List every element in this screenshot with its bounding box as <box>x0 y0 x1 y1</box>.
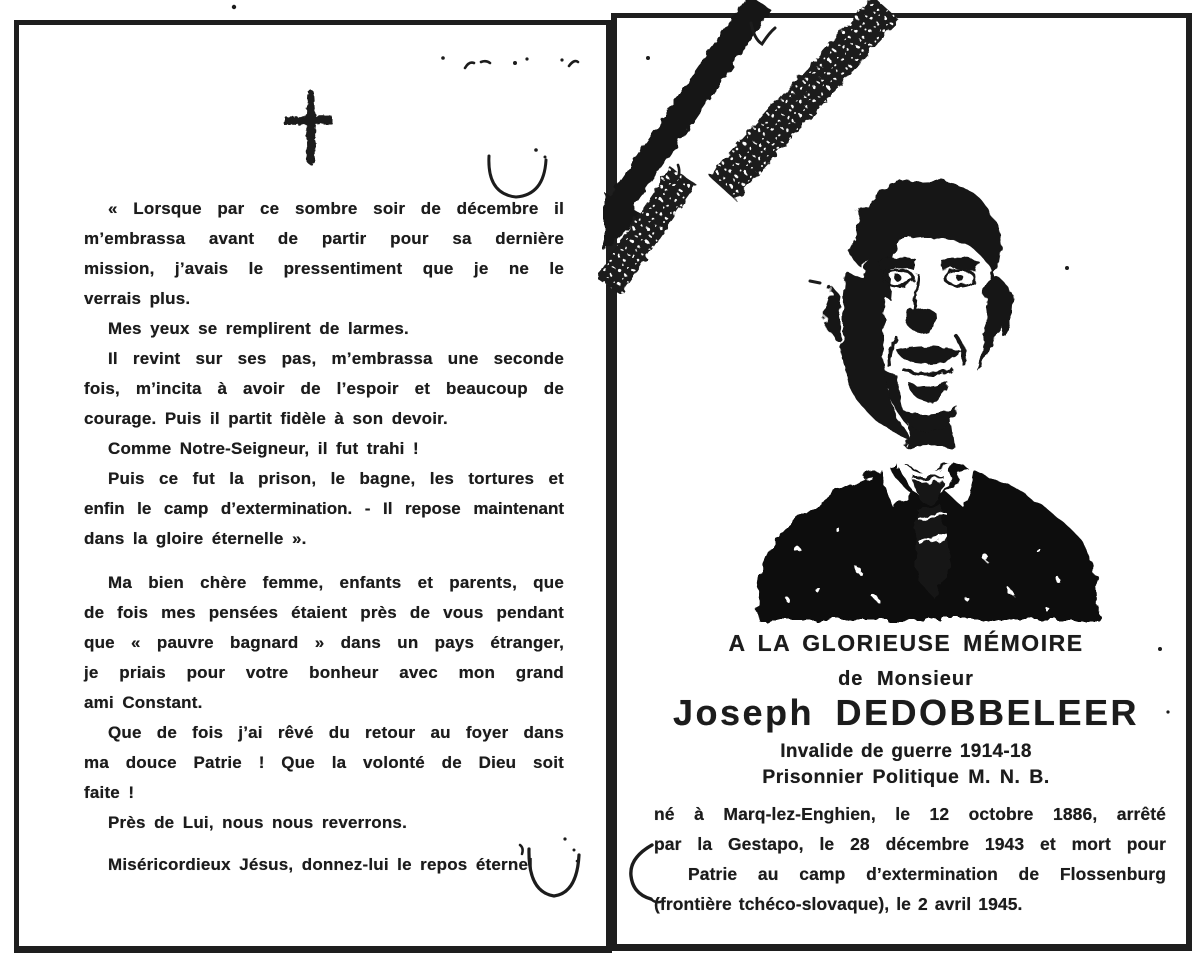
salutation: de Monsieur <box>838 668 974 690</box>
text-line: Miséricordieux Jésus, donnez-lui le repos éternel <box>108 855 534 874</box>
distinction-political-prisoner: Prisonnier Politique M. N. B. <box>762 766 1050 788</box>
text-line: courage. Puis il partit fidèle à son devoir. <box>84 409 448 428</box>
text-line: Que de fois j’ai rêvé du retour au foyer dans <box>108 723 564 742</box>
text-line: enfin le camp d’extermination. - Il repose maintenant <box>84 499 564 518</box>
text-line: Il revint sur ses pas, m’embrassa une seconde <box>108 349 564 368</box>
memorial-paragraph <box>84 568 564 718</box>
text-line: dans la gloire éternelle ». <box>84 529 307 548</box>
memorial-paragraph <box>84 718 564 808</box>
text-line: ma douce Patrie ! Que la volonté de Dieu soit <box>84 753 564 772</box>
biography <box>654 799 1166 919</box>
text-line: faite ! <box>84 783 135 802</box>
deceased-portrait-image <box>738 170 1122 625</box>
memorial-paragraph <box>84 314 564 344</box>
deceased-name: Joseph DEDOBBELEER <box>672 692 1140 733</box>
text-line: Puis ce fut la prison, le bagne, les tortures et <box>108 469 564 488</box>
text-line: fois, m’incita à avoir de l’espoir et beaucoup de <box>84 379 564 398</box>
ink-speck <box>232 5 236 9</box>
memorial-paragraph <box>84 194 564 314</box>
text-line: « Lorsque par ce sombre soir de décembre il <box>108 199 564 218</box>
text-line: mission, j’avais le pressentiment que je ne le <box>84 259 564 278</box>
distinction-war-invalid: Invalide de guerre 1914-18 <box>780 741 1032 762</box>
biography-line: par la Gestapo, le 28 décembre 1943 et mort pour <box>654 834 1166 854</box>
biography-line: né à Marq-lez-Enghien, le 12 octobre 1886, arrêté <box>654 804 1166 824</box>
biography-line: Patrie au camp d’extermination de Flossenburg <box>688 864 1166 884</box>
memorial-paragraph <box>84 464 564 554</box>
memorial-paragraph <box>84 808 564 838</box>
memorial-paragraph <box>84 344 564 434</box>
portrait-suit <box>757 460 1099 620</box>
biography-line: (frontière tchéco-slovaque), le 2 avril 1945. <box>654 894 1023 914</box>
text-line: Comme Notre-Seigneur, il fut trahi ! <box>108 439 419 458</box>
memorial-paragraph <box>84 850 564 880</box>
text-line: je priais pour votre bonheur avec mon grand <box>84 663 564 682</box>
memorial-paragraph <box>84 434 564 464</box>
memorial-heading: A LA GLORIEUSE MÉMOIRE <box>728 630 1084 656</box>
latin-cross-icon <box>266 82 356 177</box>
text-line: que « pauvre bagnard » dans un pays étranger, <box>84 633 564 652</box>
text-line: Ma bien chère femme, enfants et parents, que <box>108 573 564 592</box>
text-line: ami Constant. <box>84 693 203 712</box>
text-line: verrais plus. <box>84 289 191 308</box>
left-page-text <box>84 194 564 880</box>
text-line: de fois mes pensées étaient près de vous pendant <box>84 603 564 622</box>
text-line: Mes yeux se remplirent de larmes. <box>108 319 409 338</box>
text-line: Près de Lui, nous nous reverrons. <box>108 813 408 832</box>
text-line: m’embrassa avant de partir pour sa dernière <box>84 229 564 248</box>
